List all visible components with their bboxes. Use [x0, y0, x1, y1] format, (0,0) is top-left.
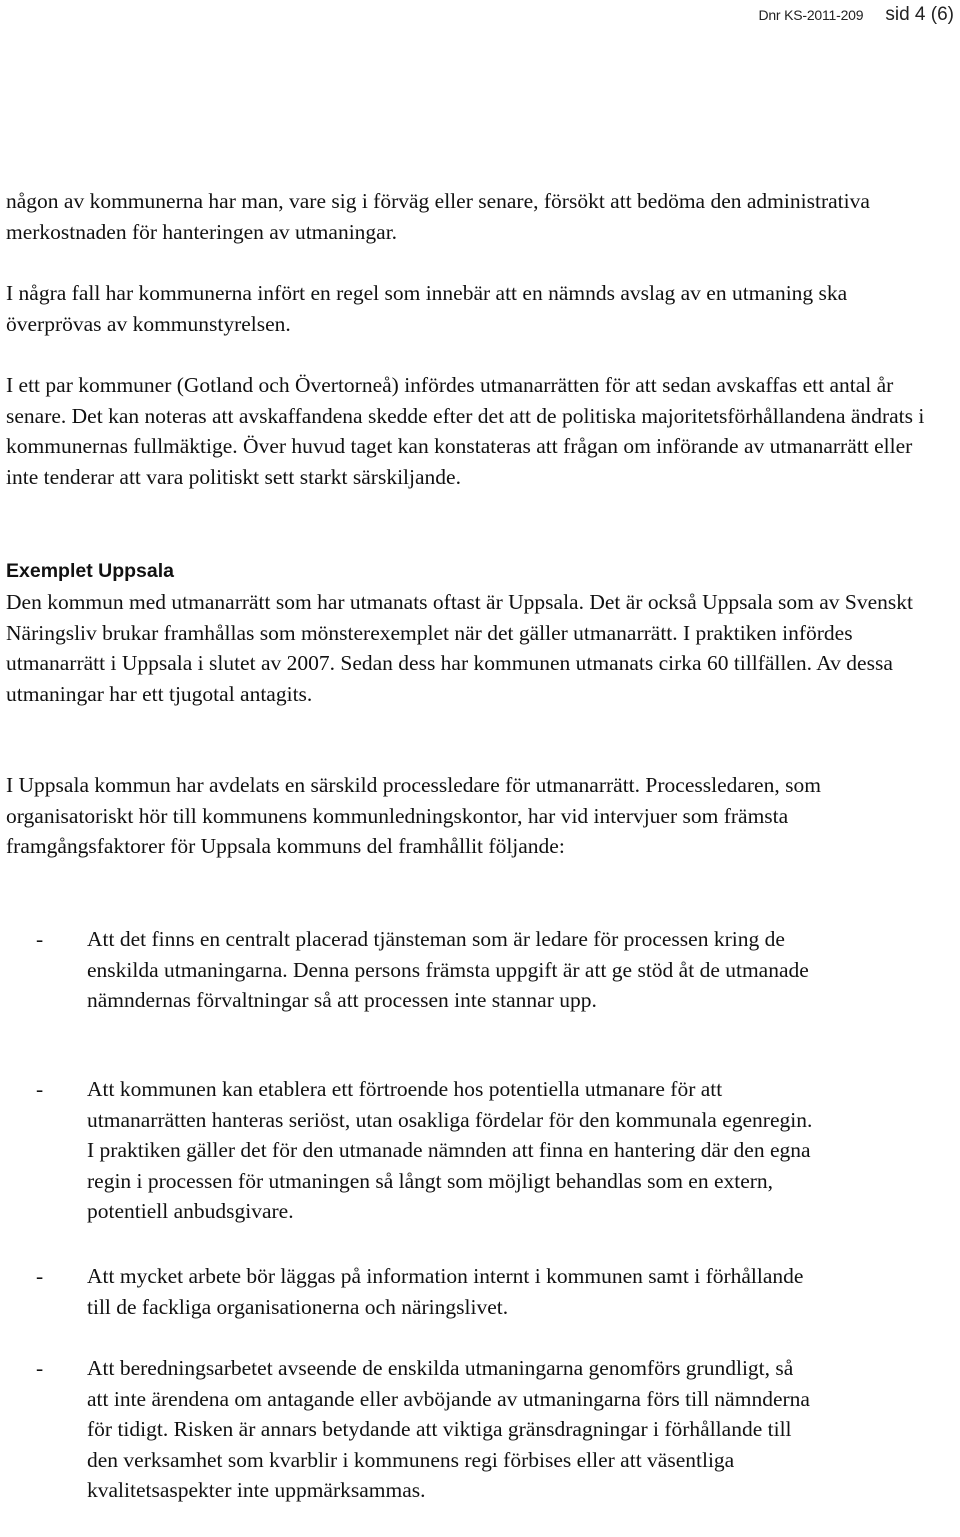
paragraph: någon av kommunerna har man, vare sig i förväg eller senare, försökt att bedöma den administrativa merkostnaden för hanteringen av utmaningar.: [6, 189, 870, 244]
list-marker: -: [36, 1077, 44, 1101]
paragraph: Den kommun med utmanarrätt som har utmanats oftast är Uppsala. Det är också Uppsala som av Svenskt Näringsliv brukar framhållas som mönsterexemplet när det gäller utmanarrätt. I praktiken infördes utmanarrätt i Uppsala i slutet av 2007. Sedan dess har kommunen utmanats cirka 60 tillfällen. Av dessa utmaningar har ett tjugotal antagits.: [6, 590, 913, 706]
document-number: Dnr KS-2011-209: [758, 7, 864, 23]
page-number: sid 4 (6): [885, 4, 954, 25]
paragraph: I Uppsala kommun har avdelats en särskild processledare för utmanarrätt. Processledaren, som organisatoriskt hör till kommunens kommunledningskontor, har vid intervjuer som främsta framgångsfaktorer för Uppsala kommuns del framhållit följande:: [6, 773, 821, 858]
list-item-text: Att kommunen kan etablera ett förtroende hos potentiella utmanare för att utmanarrätten hanteras seriöst, utan osakliga fördelar för den kommunala egenregin. I praktiken gäller det för den utmanade nämnden att finna en hantering där den egna regin i processen för utmaningen så långt som möjligt behandlas som en extern, potentiell anbudsgivare.: [87, 1077, 813, 1223]
list-item-text: Att det finns en centralt placerad tjänsteman som är ledare för processen kring de enskilda utmaningarna. Denna persons främsta uppgift är att ge stöd åt de utmanade nämndernas förvaltningar så att processen inte stannar upp.: [87, 927, 809, 1012]
list-marker: -: [36, 927, 44, 951]
paragraph: I några fall har kommunerna infört en regel som innebär att en nämnds avslag av en utmaning ska överprövas av kommunstyrelsen.: [6, 281, 848, 336]
list-marker: -: [36, 1264, 44, 1288]
list-marker: -: [36, 1356, 44, 1380]
page-header: [758, 4, 954, 26]
paragraph: I ett par kommuner (Gotland och Övertorneå) infördes utmanarrätten för att sedan avskaffas ett antal år senare. Det kan noteras att avskaffandena skedde efter det att de politiska majoritetsförhållandena ändrats i kommunernas fullmäktige. Över huvud taget kan konstateras att frågan om införande av utmanarrätt eller inte tenderar att vara politiskt sett starkt särskiljande.: [6, 373, 925, 489]
list-item-text: Att mycket arbete bör läggas på information internt i kommunen samt i förhållande till de fackliga organisationerna och näringslivet.: [87, 1264, 804, 1319]
list-item-text: Att beredningsarbetet avseende de enskilda utmaningarna genomförs grundligt, så att inte ärendena om antagande eller avböjande av utmaningarna förs till nämnderna för tidigt. Risken är annars betydande att viktiga gränsdragningar i förhållande till den verksamhet som kvarblir i kommunens regi förbises eller att väsentliga kvalitetsaspekter inte uppmärksammas.: [87, 1356, 810, 1502]
section-heading: Exemplet Uppsala: [6, 560, 174, 582]
